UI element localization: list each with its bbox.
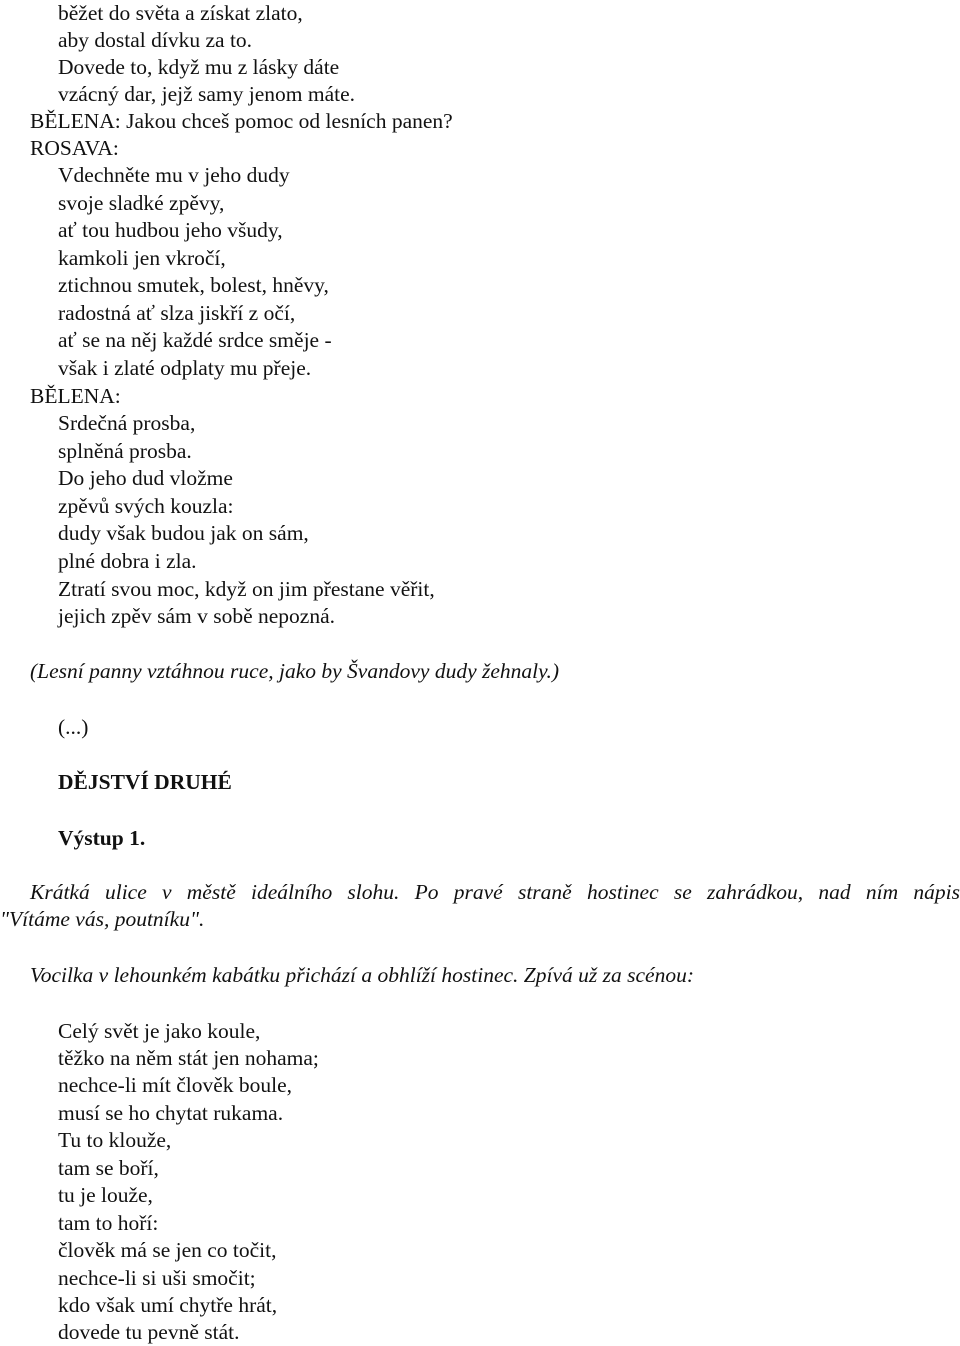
- song-line: nechce-li si uši smočit;: [58, 1266, 256, 1290]
- song-line: těžko na něm stát jen nohama;: [58, 1046, 319, 1070]
- verse-line: radostná ať slza jiskří z očí,: [58, 301, 296, 325]
- song-line: tu je louže,: [58, 1183, 153, 1207]
- verse-line: zpěvů svých kouzla:: [58, 494, 234, 518]
- verse-line: svoje sladké zpěvy,: [58, 191, 225, 215]
- setting-description: Krátká ulice v městě ideálního slohu. Po pravé straně hostinec se zahrádkou, nad ním nápis: [30, 880, 960, 904]
- ellipsis: (...): [58, 715, 89, 739]
- verse-line: Ztratí svou moc, když on jim přestane věřit,: [58, 577, 435, 601]
- verse-line: však i zlaté odplaty mu přeje.: [58, 356, 312, 380]
- song-line: kdo však umí chytře hrát,: [58, 1293, 278, 1317]
- verse-line: dudy však budou jak on sám,: [58, 521, 309, 545]
- song-line: tam se boří,: [58, 1156, 159, 1180]
- verse-line: Dovede to, když mu z lásky dáte: [58, 55, 340, 79]
- verse-line: Do jeho dud vložme: [58, 466, 233, 490]
- verse-line: jejich zpěv sám v sobě nepozná.: [58, 604, 336, 628]
- song-line: nechce-li mít člověk boule,: [58, 1073, 293, 1097]
- verse-line: Srdečná prosba,: [58, 411, 196, 435]
- verse-line: Vdechněte mu v jeho dudy: [58, 163, 290, 187]
- verse-line: vzácný dar, jejž samy jenom máte.: [58, 82, 356, 106]
- verse-line: ať se na něj každé srdce směje -: [58, 328, 332, 352]
- speaker-belena: BĚLENA:: [30, 384, 121, 408]
- song-line: člověk má se jen co točit,: [58, 1238, 277, 1262]
- verse-line: ztichnou smutek, bolest, hněvy,: [58, 273, 329, 297]
- scene-title: Výstup 1.: [58, 826, 146, 850]
- song-line: Tu to klouže,: [58, 1128, 172, 1152]
- setting-description-continued: "Vítáme vás, poutníku".: [0, 907, 205, 931]
- act-title: DĚJSTVÍ DRUHÉ: [58, 770, 232, 794]
- speaker-line-belena-question: BĚLENA: Jakou chceš pomoc od lesních panen?: [30, 109, 453, 133]
- verse-line: běžet do světa a získat zlato,: [58, 1, 303, 25]
- song-line: tam to hoří:: [58, 1211, 159, 1235]
- song-line: dovede tu pevně stát.: [58, 1320, 240, 1344]
- song-line: Celý svět je jako koule,: [58, 1019, 261, 1043]
- stage-direction: (Lesní panny vztáhnou ruce, jako by Švandovy dudy žehnaly.): [30, 659, 560, 683]
- verse-line: aby dostal dívku za to.: [58, 28, 253, 52]
- song-line: musí se ho chytat rukama.: [58, 1101, 284, 1125]
- verse-line: kamkoli jen vkročí,: [58, 246, 226, 270]
- verse-line: plné dobra i zla.: [58, 549, 197, 573]
- verse-line: ať tou hudbou jeho všudy,: [58, 218, 283, 242]
- speaker-rosava: ROSAVA:: [30, 136, 119, 160]
- stage-direction: Vocilka v lehounkém kabátku přichází a obhlíží hostinec. Zpívá už za scénou:: [30, 963, 694, 987]
- verse-line: splněná prosba.: [58, 439, 192, 463]
